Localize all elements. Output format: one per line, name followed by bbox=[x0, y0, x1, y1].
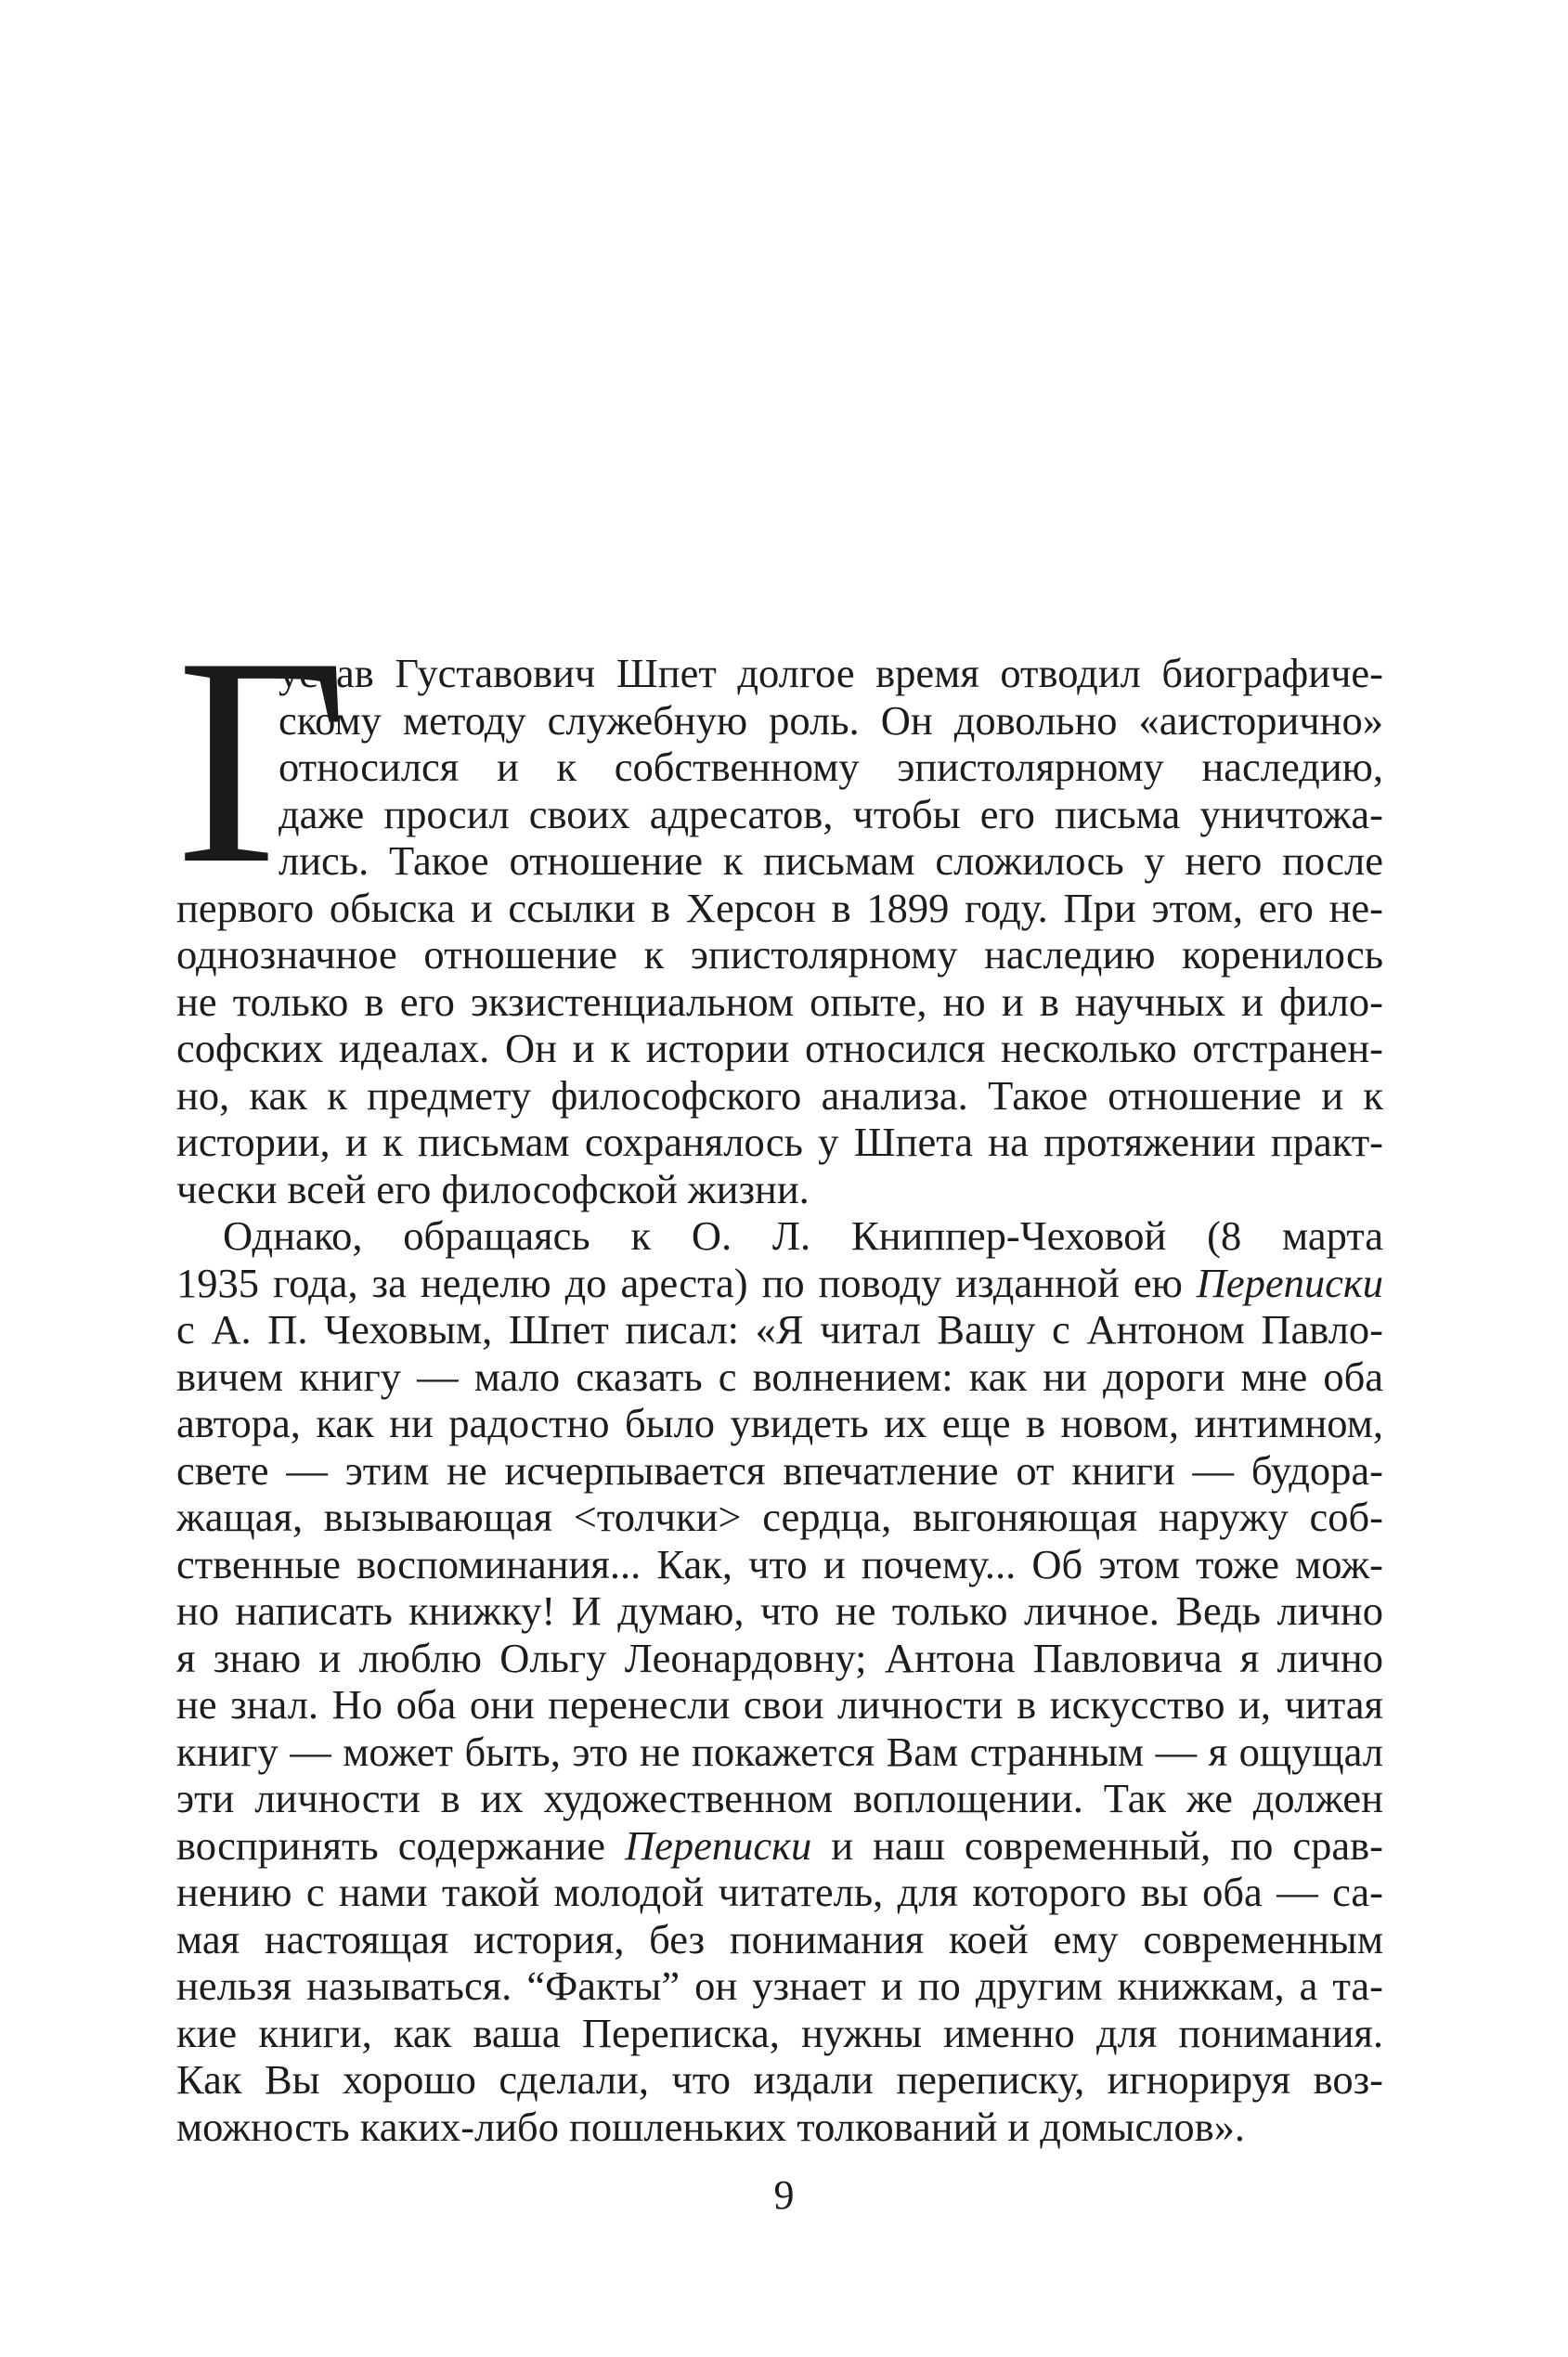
text-line: скому методу служебную роль. Он довольно «аисторично» bbox=[279, 696, 1383, 744]
body-text bbox=[176, 650, 1383, 2150]
text-line: мая настоящая история, без понимания коей ему современным bbox=[176, 1915, 1383, 1962]
text-line: эти личности в их художественном воплощении. Так же должен bbox=[176, 1775, 1383, 1821]
text-line: книгу — может быть, это не покажется Вам странным — я ощущал bbox=[176, 1728, 1383, 1775]
text-line: я знаю и люблю Ольгу Леонардовну; Антона Павловича я лично bbox=[176, 1634, 1383, 1681]
text-line: жащая, вызывающая <толчки> сердца, выгоняющая наружу соб- bbox=[176, 1494, 1383, 1540]
text-line: нению с нами такой молодой читатель, для которого вы оба — са- bbox=[176, 1869, 1383, 1915]
text-line: вичем книгу — мало сказать с волнением: как ни дороги мне оба bbox=[176, 1353, 1383, 1400]
text-line: Однако, обращаясь к О. Л. Книппер-Чеховой (8 марта bbox=[223, 1212, 1383, 1259]
text-line: нельзя называться. “Факты” он узнает и по другим книжкам, а та- bbox=[176, 1962, 1383, 2009]
paragraph-2 bbox=[176, 1212, 1383, 2150]
text-line: Как Вы хорошо сделали, что издали переписку, игнорируя воз- bbox=[176, 2056, 1383, 2103]
text-line: ственные воспоминания... Как, что и почему... Об этом тоже мож- bbox=[176, 1540, 1383, 1587]
paragraph-1 bbox=[176, 650, 1383, 1212]
text-line: не знал. Но оба они перенесли свои личности в искусство и, читая bbox=[176, 1681, 1383, 1728]
text-line bbox=[176, 1260, 1383, 1307]
text-line: истории, и к письмам сохранялось у Шпета на протяжении практ- bbox=[176, 1119, 1383, 1165]
text-line: относился и к собственному эпистолярному наследию, bbox=[279, 744, 1383, 790]
text-line bbox=[176, 1822, 1383, 1870]
text-line: автора, как ни радостно было увидеть их еще в новом, интимном, bbox=[176, 1400, 1383, 1446]
text-run: и наш современный, по срав- bbox=[811, 1821, 1383, 1869]
italic-title: Переписки bbox=[625, 1821, 812, 1869]
text-line: устав Густавович Шпет долгое время отводил биографиче- bbox=[279, 650, 1383, 696]
text-line: чески всей его философской жизни. bbox=[176, 1165, 810, 1212]
text-line: однозначное отношение к эпистолярному наследию коренилось bbox=[176, 931, 1383, 978]
text-run: воспринять содержание bbox=[176, 1821, 625, 1869]
italic-title: Переписки bbox=[1196, 1259, 1383, 1306]
text-line: не только в его экзистенциальном опыте, но и в научных и фило- bbox=[176, 978, 1383, 1025]
text-line: с А. П. Чеховым, Шпет писал: «Я читал Вашу с Антоном Павло- bbox=[176, 1306, 1383, 1353]
text-line: первого обыска и ссылки в Херсон в 1899 году. При этом, его не- bbox=[176, 884, 1383, 931]
text-run: 1935 года, за неделю до ареста) по поводу изданной ею bbox=[176, 1259, 1197, 1306]
text-line: софских идеалах. Он и к истории относился несколько отстранен- bbox=[176, 1025, 1383, 1071]
text-line: лись. Такое отношение к письмам сложилось у него после bbox=[279, 837, 1383, 884]
drop-cap-letter: Г bbox=[176, 644, 348, 876]
text-line: даже просил своих адресатов, чтобы его письма уничтожа- bbox=[279, 790, 1383, 837]
text-line: кие книги, как ваша Переписка, нужны именно для понимания. bbox=[176, 2009, 1383, 2056]
page-number: 9 bbox=[773, 2172, 795, 2218]
text-line: свете — этим не исчерпывается впечатление от книги — будора- bbox=[176, 1446, 1383, 1494]
text-line: можность каких-либо пошленьких толкований и домыслов». bbox=[176, 2103, 1246, 2150]
text-line: но, как к предмету философского анализа. Такое отношение и к bbox=[176, 1071, 1383, 1119]
text-line: но написать книжку! И думаю, что не только личное. Ведь лично bbox=[176, 1587, 1383, 1634]
